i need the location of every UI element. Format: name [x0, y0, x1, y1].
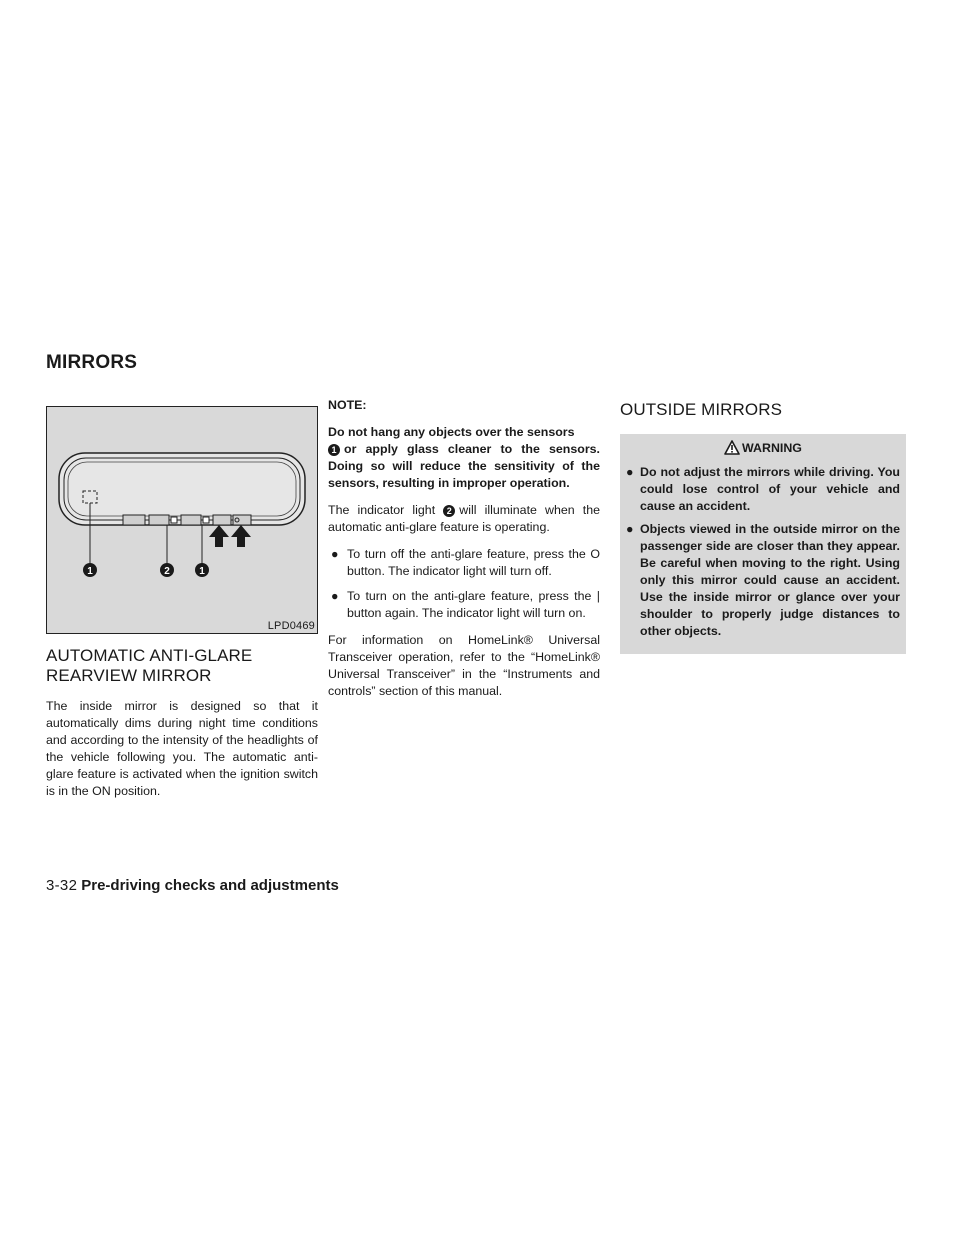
- column-left: [46, 406, 318, 810]
- callout-1a: 1: [87, 566, 93, 577]
- note-text-pre: Do not hang any objects over the sensors: [328, 425, 575, 439]
- note-text: [328, 424, 600, 492]
- list-item: ● To turn off the anti-glare feature, press the O button. The indicator light will turn off.: [331, 547, 600, 578]
- page-footer: [46, 877, 339, 894]
- column-right: [620, 398, 906, 654]
- indicator-number-badge: 2: [443, 505, 455, 517]
- bullet-icon: ●: [331, 589, 339, 603]
- indicator-text-pre: The indicator light: [328, 503, 436, 517]
- callout-1b: 1: [199, 566, 205, 577]
- bullet-icon: ●: [331, 547, 339, 561]
- page-number: 3-32: [46, 877, 78, 894]
- warning-header: [626, 438, 900, 458]
- warning-triangle-icon: [724, 440, 740, 455]
- bullet-icon: ●: [626, 465, 634, 479]
- figure-code: LPD0469: [267, 620, 315, 632]
- warning-label: WARNING: [742, 441, 802, 455]
- list-item: ● Do not adjust the mirrors while driving. You could lose control of your vehicle and cause an accident.: [626, 465, 900, 513]
- column-middle: [328, 398, 600, 710]
- indicator-text: [328, 502, 600, 536]
- note-text-post: or apply glass cleaner to the sensors. Doing so will reduce the sensitivity of the sensors, resulting in improper operation.: [328, 442, 600, 490]
- note-label: NOTE:: [328, 398, 367, 412]
- list-item: ● Objects viewed in the outside mirror on the passenger side are closer than they appear. Be careful when moving to the right. Using only this mirror could cause an accident. Use the inside mirror or glance over your shoulder to properly judge distances to other objects.: [626, 522, 900, 638]
- homelink-text: For information on HomeLink® Universal Transceiver operation, refer to the “HomeLink® Universal Transceiver” in the “Instruments and controls” section of this manual.: [328, 633, 600, 698]
- list-item: ● To turn on the anti-glare feature, press the | button again. The indicator light will turn on.: [331, 589, 600, 620]
- sensor-number-badge: 1: [328, 444, 340, 456]
- anti-glare-bullets: [328, 546, 600, 622]
- anti-glare-body: The inside mirror is designed so that it automatically dims during night time conditions and according to the intensity of the headlights of the vehicle following you. The automatic anti-glare feature is activated when the ignition switch is in the ON position.: [46, 699, 318, 798]
- anti-glare-heading: AUTOMATIC ANTI-GLARE REARVIEW MIRROR: [46, 646, 253, 685]
- outside-mirrors-heading: OUTSIDE MIRRORS: [620, 400, 783, 419]
- warning-list: [626, 464, 900, 640]
- rearview-mirror-illustration: [47, 407, 317, 633]
- rearview-mirror-figure: [46, 406, 318, 634]
- indicator-text-post: will illuminate when the automatic anti-glare feature is operating.: [328, 503, 600, 534]
- callout-2: 2: [164, 566, 170, 577]
- bullet-icon: ●: [626, 522, 634, 536]
- chapter-title: Pre-driving checks and adjustments: [81, 877, 339, 894]
- section-title: MIRRORS: [46, 352, 138, 373]
- warning-box: [620, 434, 906, 654]
